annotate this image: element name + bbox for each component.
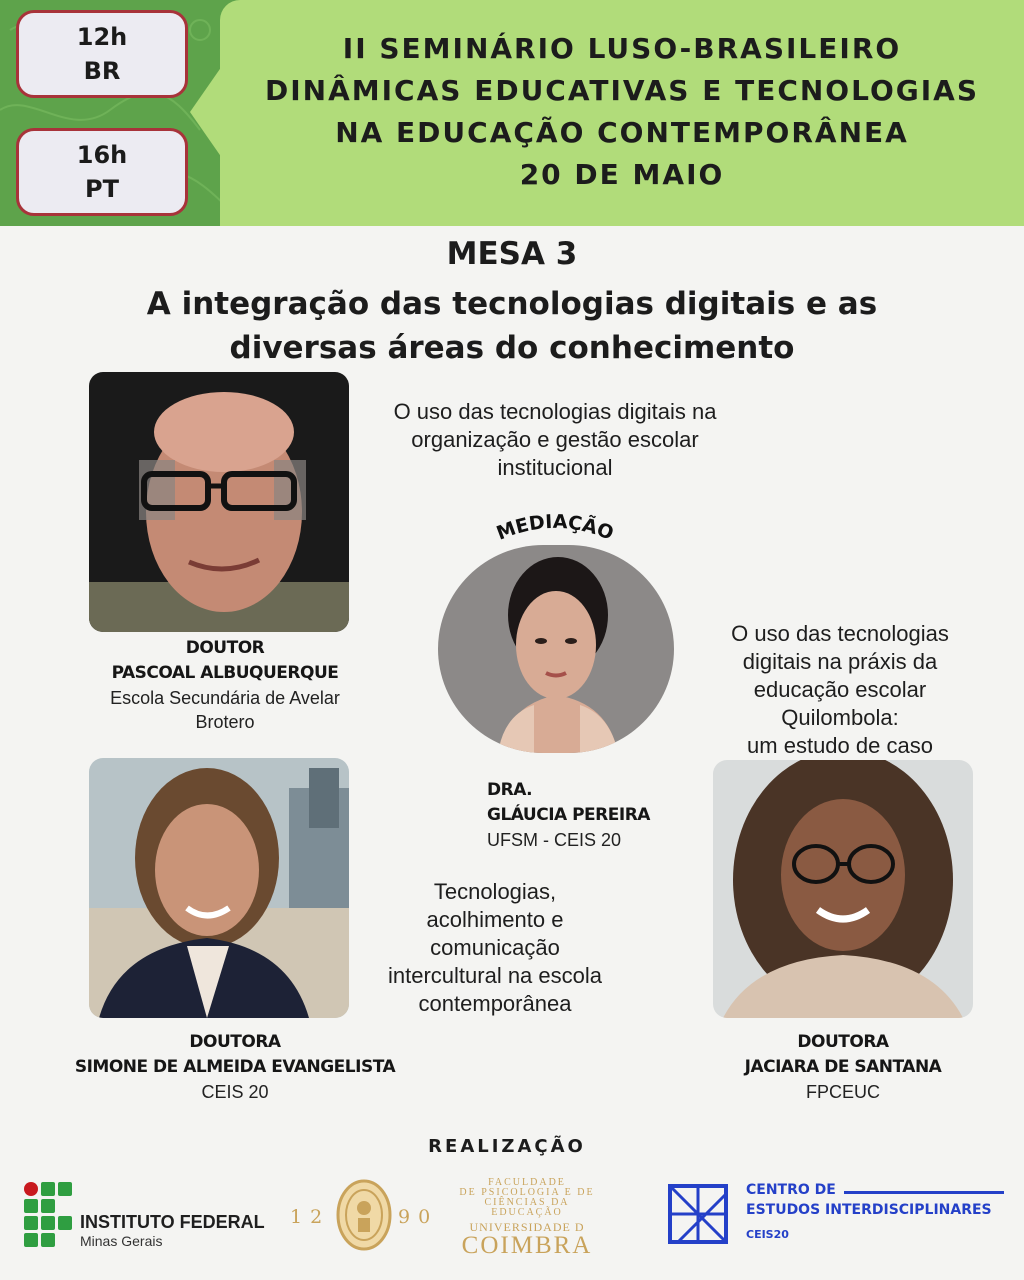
talk-title-line: educação escolar (753, 677, 927, 702)
talk-title-line: contemporânea (418, 991, 572, 1016)
speaker-photo-pascoal (89, 372, 349, 632)
realizacao-label: REALIZAÇÃO (428, 1136, 586, 1157)
talk-title-2 (690, 620, 990, 760)
speaker-role: DRA. (487, 780, 533, 800)
speaker-photo-simone (89, 758, 349, 1018)
talk-title-line: institucional (497, 455, 613, 480)
time-pt-zone: PT (85, 175, 119, 203)
ceis-name-line2: ESTUDOS INTERDISCIPLINARES (746, 1202, 992, 1218)
uc-faculdade-line: CIÊNCIAS DA EDUCAÇÃO (484, 1197, 570, 1218)
uc-coimbra: COIMBRA (461, 1232, 593, 1259)
speaker-role: DOUTORA (189, 1032, 281, 1052)
time-br-zone: BR (83, 57, 121, 85)
talk-title-3 (350, 878, 640, 1018)
mesa-theme (80, 282, 944, 370)
speaker-role: DOUTOR (185, 638, 265, 658)
mediacao-label (480, 510, 630, 550)
talk-title-line: Quilombola: (781, 705, 899, 730)
speaker-info-pascoal (60, 636, 390, 734)
ceis-acronym: CEIS20 (746, 1228, 789, 1241)
if-subtitle: Minas Gerais (80, 1233, 163, 1249)
speaker-institution: Brotero (195, 712, 255, 732)
speaker-name: PASCOAL ALBUQUERQUE (111, 663, 339, 683)
uc-seal-icon (334, 1178, 394, 1252)
talk-title-line: comunicação (430, 935, 560, 960)
speaker-info-jaciara (690, 1030, 996, 1104)
talk-title-line: organização e gestão escolar (411, 427, 699, 452)
ceis-name-line1: CENTRO DE (746, 1182, 836, 1198)
talk-title-line: Tecnologias, (433, 879, 557, 904)
talk-title-line: acolhimento e (426, 907, 564, 932)
talk-title-line: intercultural na escola (387, 963, 602, 988)
speaker-photo-jaciara (713, 760, 973, 1018)
event-title (220, 28, 1024, 196)
mesa-label: MESA 3 (446, 236, 578, 272)
speaker-institution: CEIS 20 (201, 1082, 269, 1102)
event-date: 20 DE MAIO (519, 158, 725, 191)
header-banner (0, 0, 1024, 226)
time-box-brazil (16, 10, 188, 98)
mediacao-text: MEDIAÇÃO (493, 510, 617, 545)
uc-universidade: UNIVERSIDADE D (469, 1220, 585, 1234)
talk-title-line: O uso das tecnologias (731, 621, 949, 646)
talk-title-1 (340, 398, 770, 482)
title-panel-arrow (190, 66, 222, 158)
speaker-name: GLÁUCIA PEREIRA (487, 805, 650, 825)
mesa-theme-line: A integração das tecnologias digitais e as (146, 286, 878, 322)
speaker-name: JACIARA DE SANTANA (744, 1057, 942, 1077)
talk-title-line: O uso das tecnologias digitais na (393, 399, 717, 424)
event-title-line: NA EDUCAÇÃO CONTEMPORÂNEA (335, 116, 909, 149)
ceis-mark-icon (668, 1184, 728, 1244)
speaker-info-simone (60, 1030, 410, 1104)
uc-year-right: 90 (398, 1206, 439, 1228)
time-box-portugal (16, 128, 188, 216)
ceis-divider (844, 1191, 1004, 1194)
speaker-photo-glaucia (438, 545, 674, 753)
speaker-info-glaucia (487, 778, 727, 852)
speaker-role: DOUTORA (797, 1032, 889, 1052)
time-br-hour: 12h (76, 23, 128, 51)
uc-year-left: 12 (290, 1206, 331, 1228)
time-pt-hour: 16h (76, 141, 128, 169)
speaker-name: SIMONE DE ALMEIDA EVANGELISTA (74, 1057, 396, 1077)
logo-instituto-federal (24, 1182, 284, 1252)
event-title-line: II SEMINÁRIO LUSO-BRASILEIRO (342, 32, 902, 65)
uc-faculdade-line: FACULDADE (488, 1177, 566, 1188)
svg-text:MEDIAÇÃO (494, 511, 617, 545)
event-title-line: DINÂMICAS EDUCATIVAS E TECNOLOGIAS (265, 74, 979, 107)
logo-ceis20 (664, 1180, 1014, 1250)
logo-universidade-coimbra (286, 1176, 602, 1259)
speaker-institution: Escola Secundária de Avelar (110, 688, 340, 708)
talk-title-line: um estudo de caso (747, 733, 933, 758)
speaker-institution: FPCEUC (805, 1082, 880, 1102)
uc-faculdade-line: DE PSICOLOGIA E DE (459, 1187, 595, 1198)
speaker-institution: UFSM - CEIS 20 (487, 830, 622, 850)
mesa-theme-line: diversas áreas do conhecimento (229, 330, 795, 366)
if-name: INSTITUTO FEDERAL (80, 1212, 265, 1232)
if-grid-icon (24, 1182, 72, 1248)
talk-title-line: digitais na práxis da (742, 649, 938, 674)
